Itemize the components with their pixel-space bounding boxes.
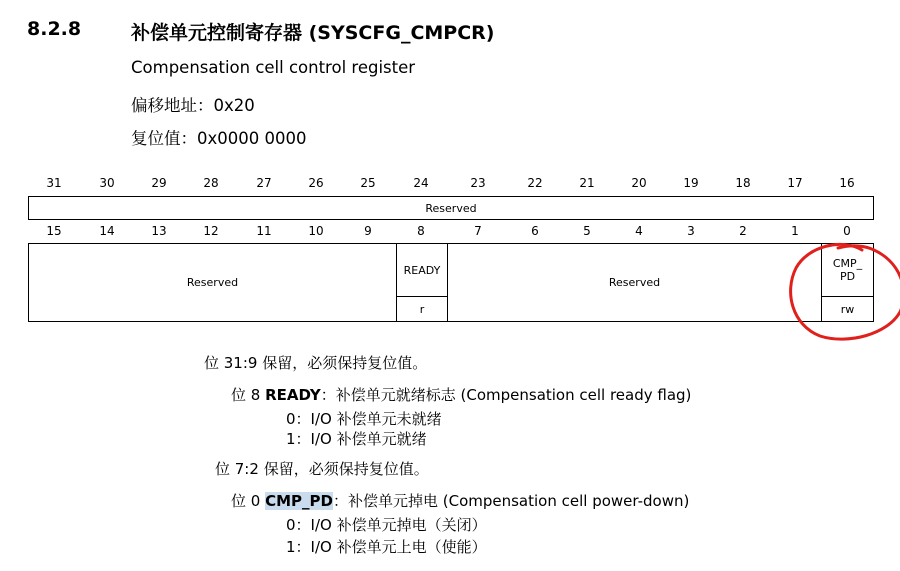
desc-bits-7-2 — [215, 458, 429, 479]
bit-number-17: 17 — [787, 176, 803, 190]
low-reserved-right-label: Reserved — [608, 276, 661, 289]
bit-number-11: 11 — [256, 224, 272, 238]
bit-number-20: 20 — [631, 176, 647, 190]
cmppd-access-label: rw — [840, 302, 855, 316]
section-number: 8.2.8 — [27, 18, 82, 40]
bit-number-30: 30 — [99, 176, 115, 190]
bit-number-29: 29 — [151, 176, 167, 190]
bit-number-25: 25 — [360, 176, 376, 190]
desc-bits-7-2-text: 保留，必须保持复位值。 — [263, 460, 429, 478]
desc-bit-0-value-0: 0：I/O 补偿单元掉电（关闭） — [286, 516, 487, 534]
bit-number-2: 2 — [739, 224, 747, 238]
desc-bit-8-text: ：补偿单元就绪标志 (Compensation cell ready flag) — [320, 386, 692, 404]
bit-number-10: 10 — [308, 224, 324, 238]
bit-number-21: 21 — [579, 176, 595, 190]
section-title: 补偿单元控制寄存器 (SYSCFG_CMPCR) — [131, 22, 495, 44]
bit-number-0: 0 — [843, 224, 851, 238]
desc-bits-7-2-range: 位 7:2 — [215, 460, 259, 478]
bit-number-15: 15 — [46, 224, 62, 238]
bit-number-12: 12 — [203, 224, 219, 238]
bit-number-3: 3 — [687, 224, 695, 238]
desc-bits-31-9-range: 位 31:9 — [204, 354, 258, 372]
cmppd-label-line1: CMP_ — [832, 257, 863, 270]
bit-number-19: 19 — [683, 176, 699, 190]
bit-number-23: 23 — [470, 176, 486, 190]
desc-bit-8-value-1: 1：I/O 补偿单元就绪 — [286, 430, 427, 448]
ready-field-label: READY — [403, 263, 441, 277]
upper-reserved-label: Reserved — [425, 201, 477, 215]
bit-number-26: 26 — [308, 176, 324, 190]
desc-bit-0-name: CMP_PD — [265, 492, 333, 510]
desc-bit-8-value-0: 0：I/O 补偿单元未就绪 — [286, 410, 442, 428]
bit-number-8: 8 — [417, 224, 425, 238]
offset-address: 偏移地址：0x20 — [131, 96, 255, 115]
desc-bit-0-value-1: 1：I/O 补偿单元上电（使能） — [286, 538, 487, 556]
desc-bits-31-9 — [204, 352, 427, 373]
desc-bit-0-range: 位 0 — [231, 492, 261, 510]
bit-number-22: 22 — [527, 176, 543, 190]
reset-value: 复位值：0x0000 0000 — [131, 129, 307, 148]
bit-number-9: 9 — [364, 224, 372, 238]
cmppd-label-line2: PD — [839, 270, 856, 283]
register-subtitle: Compensation cell control register — [131, 58, 416, 77]
bit-number-31: 31 — [46, 176, 62, 190]
desc-bit-8 — [231, 384, 691, 405]
desc-bit-8-range: 位 8 — [231, 386, 261, 404]
bit-number-6: 6 — [531, 224, 539, 238]
bit-number-5: 5 — [583, 224, 591, 238]
bit-number-4: 4 — [635, 224, 643, 238]
bit-number-27: 27 — [256, 176, 272, 190]
ready-access-label: r — [419, 302, 425, 316]
bit-number-13: 13 — [151, 224, 167, 238]
bit-number-7: 7 — [474, 224, 482, 238]
low-reserved-left-label: Reserved — [186, 276, 239, 289]
bit-number-1: 1 — [791, 224, 799, 238]
desc-bit-0 — [231, 490, 689, 511]
bit-number-24: 24 — [413, 176, 429, 190]
desc-bits-31-9-text: 保留，必须保持复位值。 — [262, 354, 428, 372]
bit-number-28: 28 — [203, 176, 219, 190]
desc-bit-8-name: READY — [265, 386, 321, 404]
bit-number-18: 18 — [735, 176, 751, 190]
bit-number-16: 16 — [839, 176, 855, 190]
desc-bit-0-text: ：补偿单元掉电 (Compensation cell power-down) — [332, 492, 690, 510]
bit-number-14: 14 — [99, 224, 115, 238]
